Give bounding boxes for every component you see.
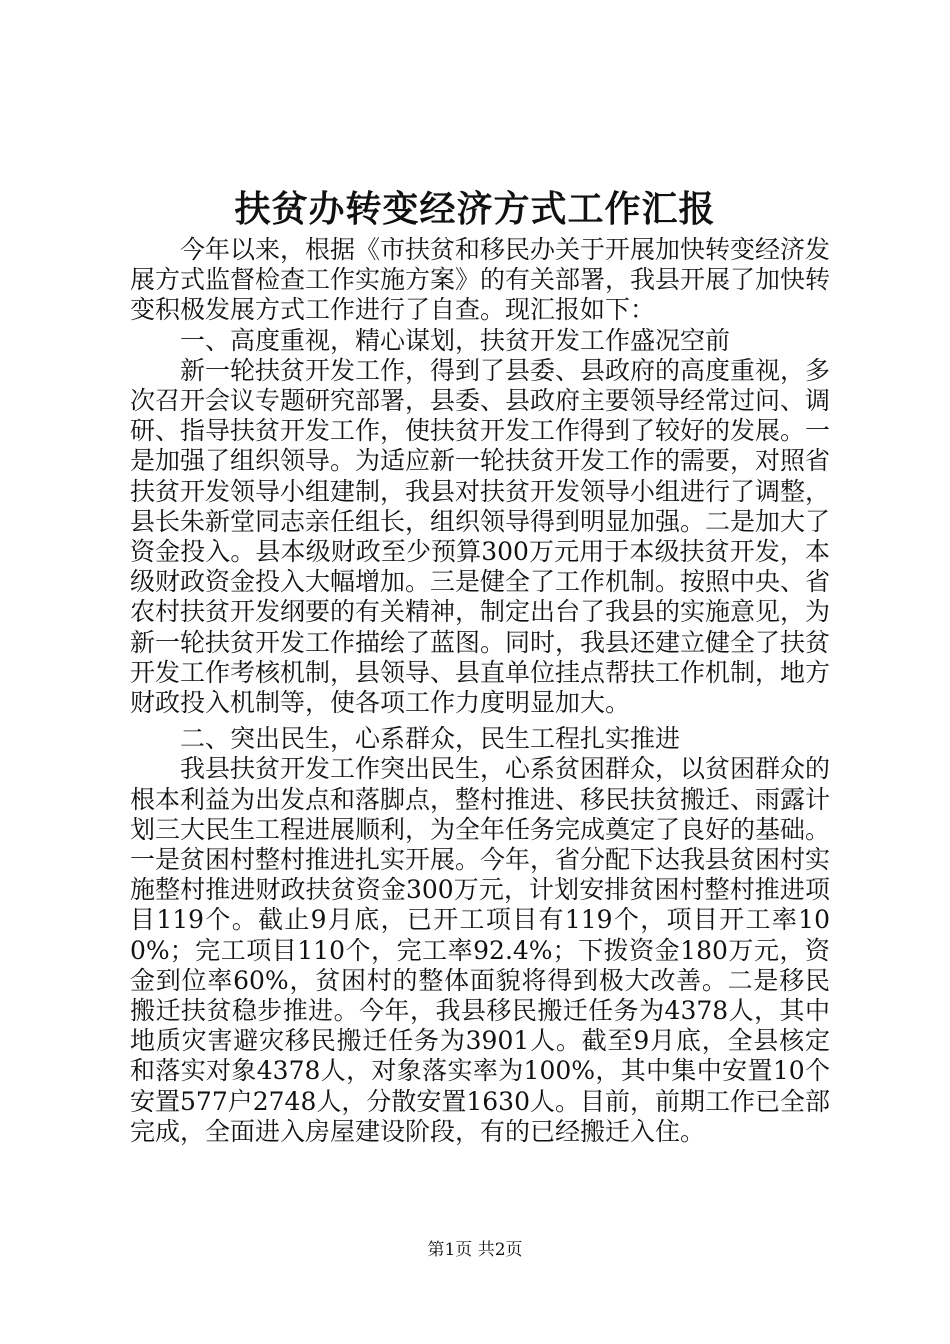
document-body — [130, 235, 830, 1147]
section-1-paragraph: 新一轮扶贫开发工作，得到了县委、县政府的高度重视，多次召开会议专题研究部署，县委、县政府主要领导经常过问、调研、指导扶贫开发工作，使扶贫开发工作得到了较好的发展。一是加强了组织领导。为适应新一轮扶贫开发工作的需要，对照省扶贫开发领导小组建制，我县对扶贫开发领导小组进行了调整，县长朱新堂同志亲任组长，组织领导得到明显加强。二是加大了资金投入。县本级财政至少预算300万元用于本级扶贫开发，本级财政资金投入大幅增加。三是健全了工作机制。按照中央、省农村扶贫开发纲要的有关精神，制定出台了我县的实施意见，为新一轮扶贫开发工作描绘了蓝图。同时，我县还建立健全了扶贫开发工作考核机制，县领导、县直单位挂点帮扶工作机制，地方财政投入机制等，使各项工作力度明显加大。 — [130, 355, 831, 718]
section-2-paragraph: 我县扶贫开发工作突出民生，心系贫困群众，以贫困群众的根本利益为出发点和落脚点，整村推进、移民扶贫搬迁、雨露计划三大民生工程进展顺利，为全年任务完成奠定了良好的基础。一是贫困村整村推进扎实开展。今年，省分配下达我县贫困村实施整村推进财政扶贫资金300万元，计划安排贫困村整村推进项目119个。截止9月底，已开工项目有119个，项目开工率100%；完工项目110个，完工率92.4%；下拨资金180万元，资金到位率60%，贫困村的整体面貌将得到极大改善。二是移民搬迁扶贫稳步推进。今年，我县移民搬迁任务为4378人，其中地质灾害避灾移民搬迁任务为3901人。截至9月底，全县核定和落实对象4378人，对象落实率为100%，其中集中安置10个安置577户2748人，分散安置1630人。目前，前期工作已全部完成，全面进入房屋建设阶段，有的已经搬迁入住。 — [130, 754, 831, 1146]
document-title: 扶贫办转变经济方式工作汇报 — [234, 188, 716, 230]
intro-paragraph: 今年以来，根据《市扶贫和移民办关于开展加快转变经济发展方式监督检查工作实施方案》的有关部署，我县开展了加快转变积极发展方式工作进行了自查。现汇报如下： — [130, 235, 831, 325]
section-1-heading: 一、高度重视，精心谋划，扶贫开发工作盛况空前 — [180, 325, 731, 355]
section-2-heading: 二、突出民生，心系群众，民生工程扎实推进 — [180, 724, 681, 754]
page-footer: 第1页 共2页 — [427, 1240, 523, 1260]
